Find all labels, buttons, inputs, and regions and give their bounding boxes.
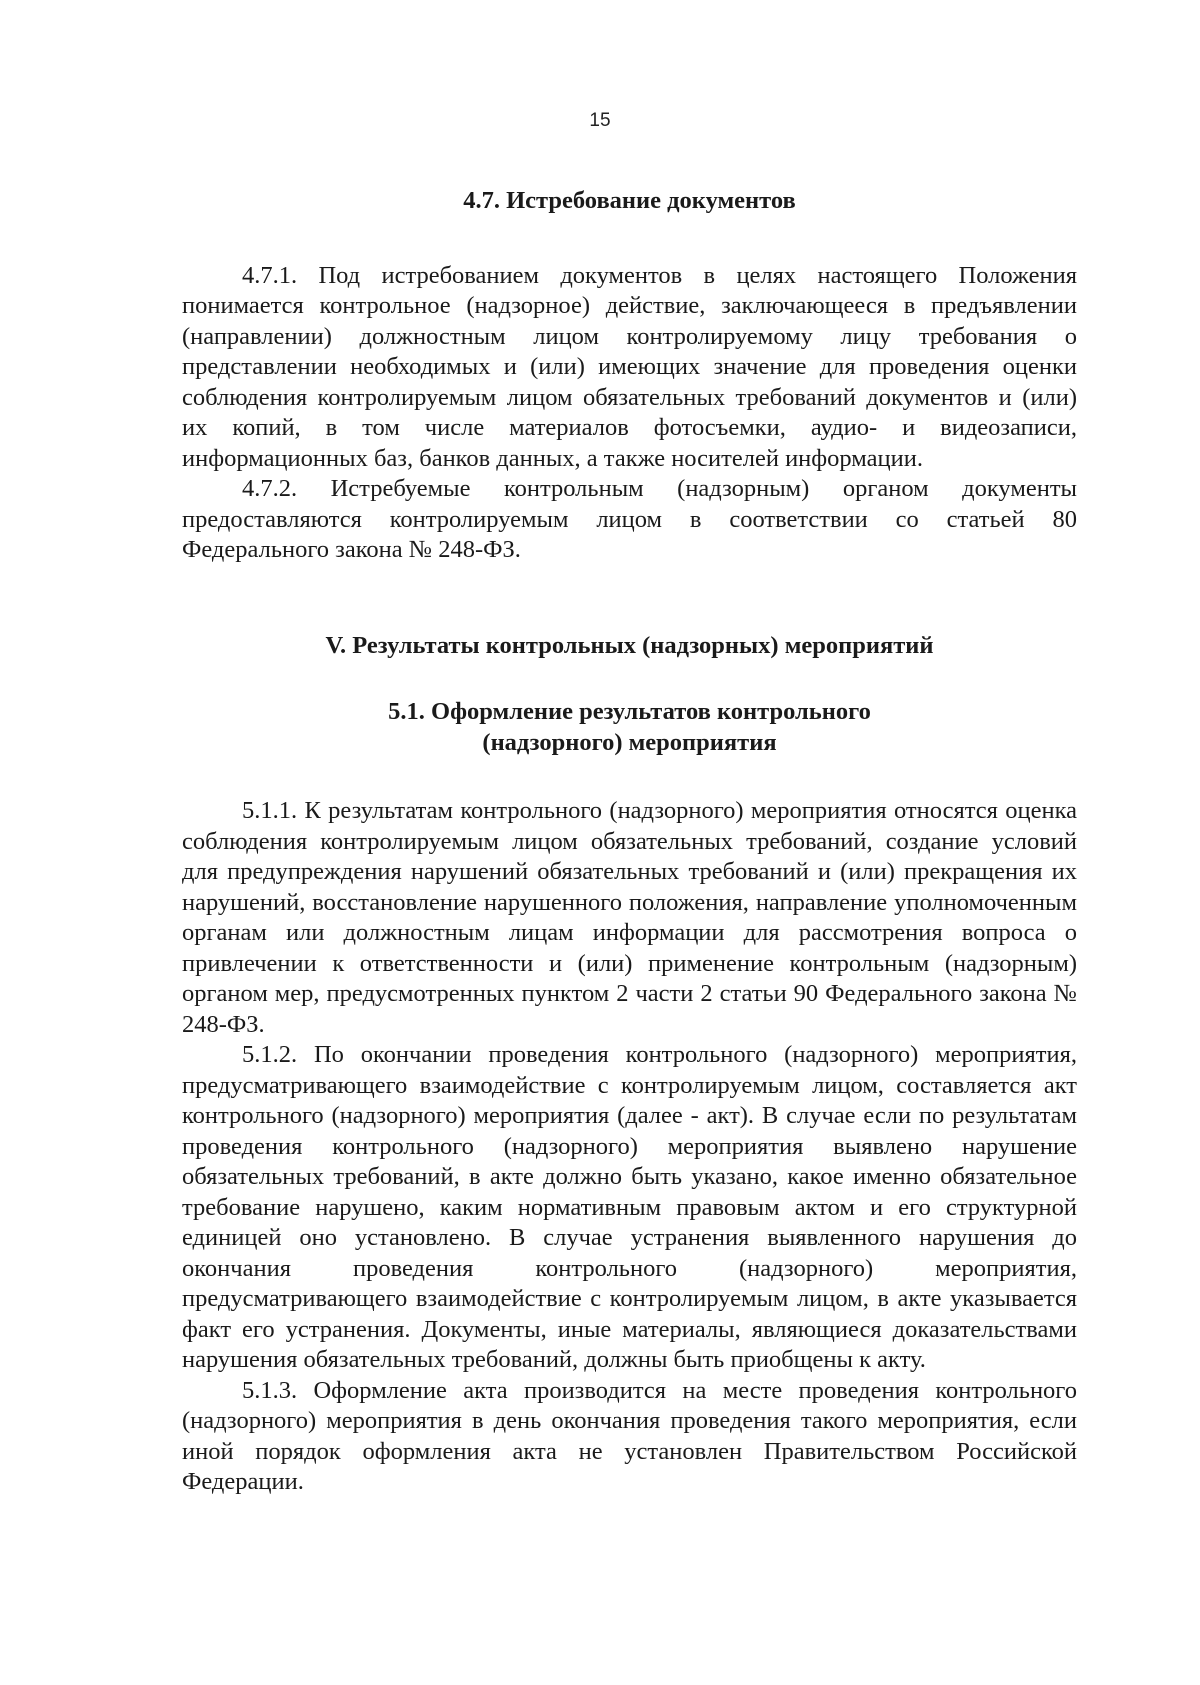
heading-5-1-line-1: 5.1. Оформление результатов контрольного bbox=[388, 698, 871, 725]
paragraph-5-1-3: 5.1.3. Оформление акта производится на месте проведения контрольного (надзорного) мероприятия в день окончания проведения такого мероприятия, если иной порядок оформления акта не установлен Правительством Российской Федерации. bbox=[182, 1376, 1077, 1495]
page-number: 15 bbox=[589, 110, 611, 131]
heading-4-7: 4.7. Истребование документов bbox=[463, 187, 796, 214]
paragraph-5-1-1: 5.1.1. К результатам контрольного (надзорного) мероприятия относятся оценка соблюдения контролируемым лицом обязательных требований, создание условий для предупреждения нарушений обязательных требований и (или) прекращения их нарушений, восстановление нарушенного положения, направление уполномоченным органам или должностным лицам информации для рассмотрения вопроса о привлечении к ответственности и (или) применение контрольным (надзорным) органом мер, предусмотренных пунктом 2 части 2 статьи 90 Федерального закона № 248-ФЗ. bbox=[182, 797, 1077, 1038]
paragraph-4-7-1: 4.7.1. Под истребованием документов в целях настоящего Положения понимается контрольное (надзорное) действие, заключающееся в предъявлении (направлении) должностным лицом контролируемому лицу требования о представлении необходимых и (или) имеющих значение для проведения оценки соблюдения контролируемым лицом обязательных требований документов и (или) их копий, в том числе материалов фотосъемки, аудио- и видеозаписи, информационных баз, банков данных, а также носителей информации. bbox=[182, 261, 1077, 472]
heading-section-5: V. Результаты контрольных (надзорных) мероприятий bbox=[325, 631, 934, 659]
heading-5-1-line-2: (надзорного) мероприятия bbox=[482, 728, 777, 756]
paragraph-5-1-2: 5.1.2. По окончании проведения контрольного (надзорного) мероприятия, предусматривающего взаимодействие с контролируемым лицом, составляется акт контрольного (надзорного) мероприятия (далее - акт). В случае если по результатам проведения контрольного (надзорного) мероприятия выявлено нарушение обязательных требований, в акте должно быть указано, какое именно обязательное требование нарушено, каким нормативным правовым актом и его структурной единицей оно установлено. В случае устранения выявленного нарушения до окончания проведения контрольного (надзорного) мероприятия, предусматривающего взаимодействие с контролируемым лицом, в акте указывается факт его устранения. Документы, иные материалы, являющиеся доказательствами нарушения обязательных требований, должны быть приобщены к акту. bbox=[182, 1041, 1077, 1373]
document-body bbox=[182, 186, 1077, 1498]
paragraph-4-7-2: 4.7.2. Истребуемые контрольным (надзорным) органом документы предоставляются контролируемым лицом в соответствии со статьей 80 Федерального закона № 248-ФЗ. bbox=[182, 475, 1077, 563]
heading-5-1 bbox=[182, 697, 1077, 758]
